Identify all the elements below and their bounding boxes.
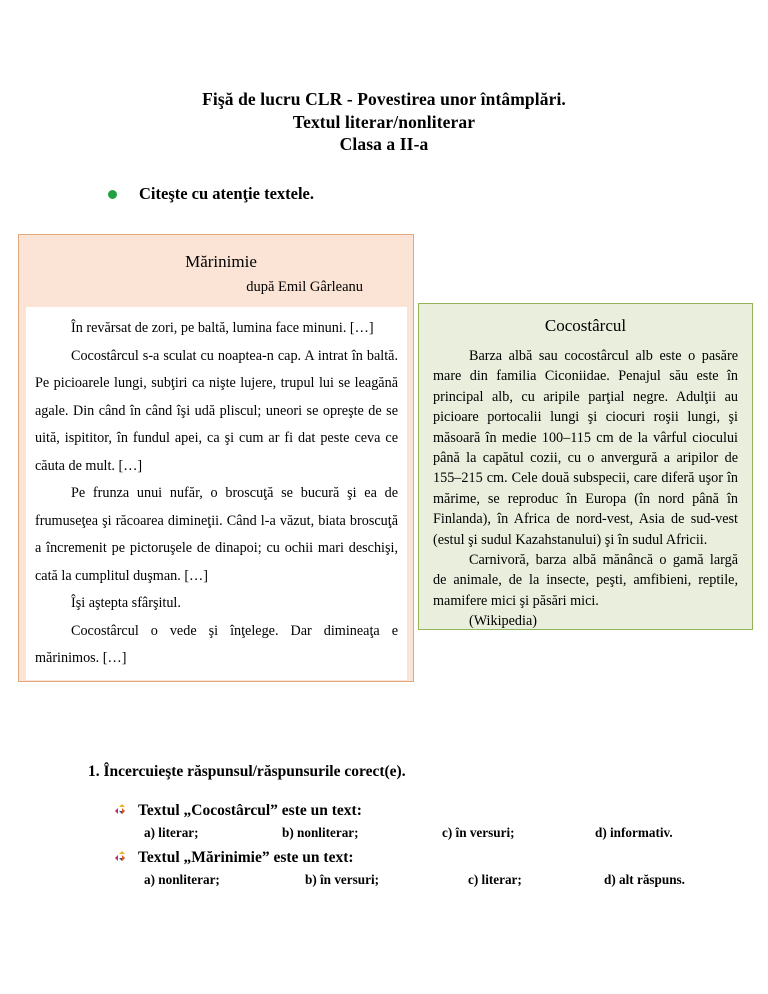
question-item-2 — [116, 848, 685, 889]
instruction-label: Citeşte cu atenţie textele. — [139, 184, 314, 203]
marinimie-paragraph: Îşi aştepta sfârşitul. — [71, 595, 181, 611]
question-options — [144, 871, 685, 889]
diamond-bullet-icon — [116, 805, 127, 816]
option-d[interactable]: d) informativ. — [595, 825, 673, 840]
cocostarcul-paragraph: Carnivoră, barza albă mănâncă o gamă largă de animale, de la insecte, peşti, amfibieni, reptile, mamifere mici şi păsări mici. — [433, 552, 738, 609]
marinimie-body — [26, 307, 407, 680]
option-c[interactable]: c) literar; — [468, 872, 522, 887]
cocostarcul-paragraph: Barza albă sau cocostârcul alb este o pasăre mare din familia Ciconiidae. Penajul său este în principal alb, cu aripile parţial negre. Adulţii au picioare portocalii lungi şi ciocuri roşii lungi, şi măsoară în medie 100–115 cm de la vârful ciocului până la capătul cozii, cu o anvergură a aripilor de 155–215 cm. Cele două subspecii, care diferă uşor în mărime, se reproduc în Europa (în nord până în Finlanda), în Africa de nord-vest, Asia de sud-vest (estul şi sudul Kazahstanului) şi în sudul Africii. — [433, 348, 738, 548]
text-box-marinimie — [18, 234, 414, 682]
option-a[interactable]: a) literar; — [144, 825, 199, 840]
cocostarcul-title: Cocostârcul — [544, 316, 627, 335]
marinimie-paragraph: Pe frunza unui nufăr, o broscuţă se bucură şi ea de frumuseţea şi răcoarea dimineţii. Când l-a văzut, biata broscuţă a încremenit pe pictoruşele de dinapoi; cu ochii mari deschişi, cată la cumplitul duşman. […] — [35, 485, 398, 584]
question-prompt: Textul „Cocostârcul” este un text: — [138, 802, 362, 819]
diamond-bullet-icon — [116, 852, 127, 863]
cocostarcul-source: (Wikipedia) — [469, 613, 537, 630]
question-item-1 — [116, 801, 673, 842]
option-d[interactable]: d) alt răspuns. — [604, 872, 685, 887]
question-options — [144, 824, 673, 842]
option-b[interactable]: b) nonliterar; — [282, 825, 359, 840]
option-c[interactable]: c) în versuri; — [442, 825, 515, 840]
marinimie-header — [19, 235, 413, 297]
title-line-1: Fişă de lucru CLR - Povestirea unor întâmplări. — [202, 89, 566, 109]
marinimie-author: după Emil Gârleanu — [246, 279, 363, 295]
instruction-row — [108, 184, 314, 204]
marinimie-paragraph: Cocostârcul o vede şi înţelege. Dar dimineaţa e mărinimos. […] — [35, 622, 398, 666]
title-line-3: Clasa a II-a — [339, 134, 429, 154]
green-bullet-icon — [108, 190, 117, 199]
marinimie-paragraph: În revărsat de zori, pe baltă, lumina face minuni. […] — [71, 320, 374, 336]
question-prompt-row — [116, 801, 673, 821]
marinimie-paragraph: Cocostârcul s-a sculat cu noaptea-n cap. A intrat în baltă. Pe picioarele lungi, subţiri ca nişte lujere, trupul lui se leagănă agale. Din când în când îşi udă pliscul; uneori se opreşte de se uită, ispititor, în fundul apei, ca şi cum ar fi dat peste ceva ce căuta de mult. […] — [35, 347, 398, 474]
title-line-2: Textul literar/nonliterar — [292, 111, 476, 132]
option-a[interactable]: a) nonliterar; — [144, 872, 220, 887]
text-box-cocostarcul — [418, 303, 753, 630]
marinimie-title: Mărinimie — [185, 252, 257, 271]
question-heading: 1. Încercuieşte răspunsul/răspunsurile corect(e). — [88, 763, 406, 780]
question-prompt-row — [116, 848, 685, 868]
page-title — [0, 88, 768, 156]
question-prompt: Textul „Mărinimie” este un text: — [138, 849, 354, 866]
option-b[interactable]: b) în versuri; — [305, 872, 379, 887]
